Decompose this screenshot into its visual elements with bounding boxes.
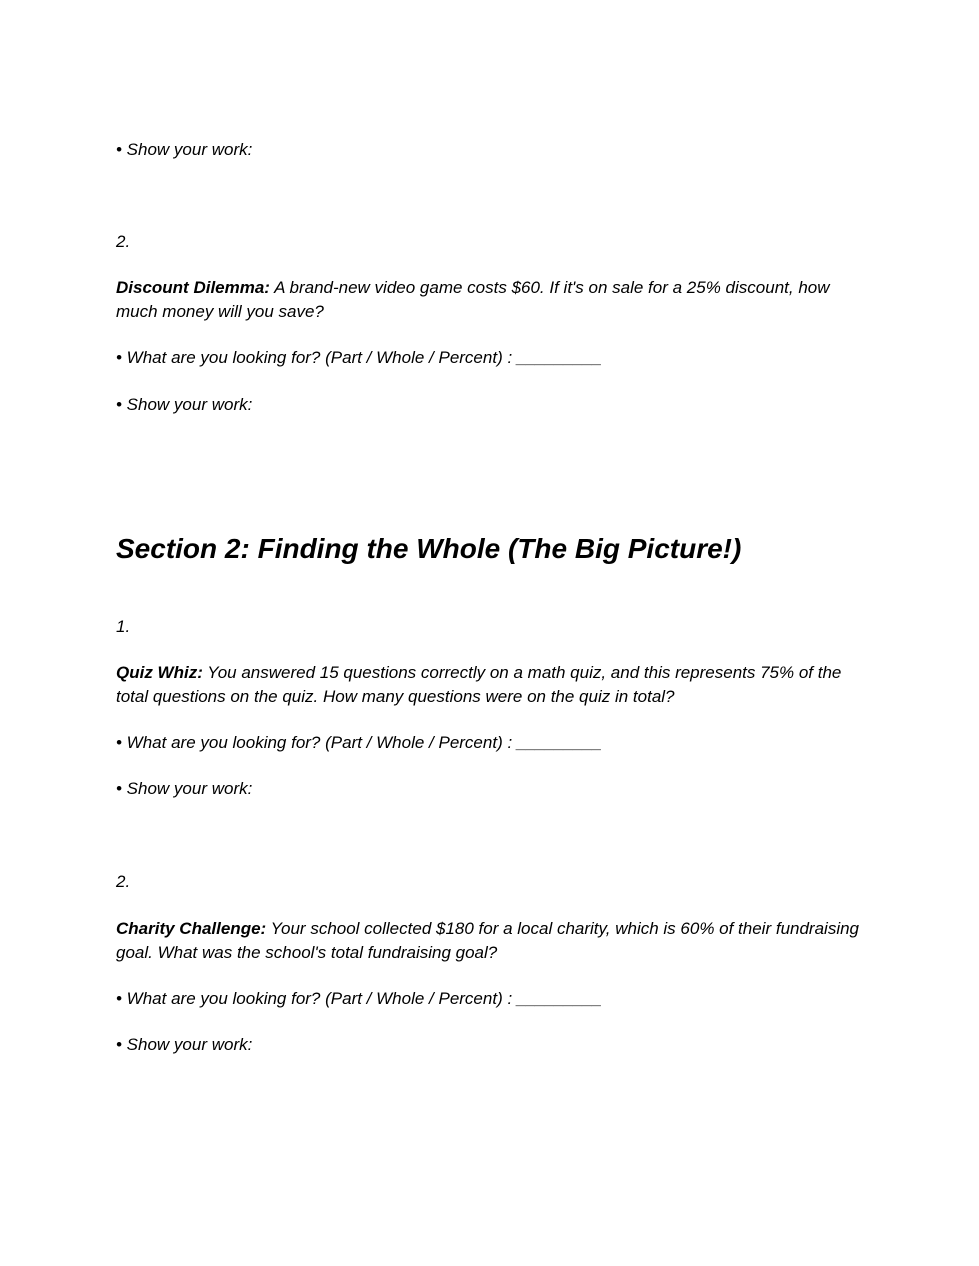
show-work-prompt: • Show your work: [116, 140, 253, 159]
show-work-prompt: • Show your work: [116, 1035, 253, 1054]
question-text [116, 276, 866, 323]
question-number: 1. [116, 617, 131, 636]
section-heading: Section 2: Finding the Whole (The Big Picture!) [116, 533, 742, 564]
looking-for-prompt: • What are you looking for? (Part / Whole / Percent) : _________ [116, 989, 602, 1008]
question-body: A brand-new video game costs $60. If it's on sale for a 25% discount, how much money will you save? [116, 278, 830, 321]
looking-for-prompt: • What are you looking for? (Part / Whole / Percent) : _________ [116, 348, 602, 367]
question-title: Charity Challenge: [116, 919, 267, 938]
question-text [116, 661, 866, 708]
question-body: Your school collected $180 for a local charity, which is 60% of their fundraising goal. What was the school's total fundraising goal? [116, 919, 860, 962]
show-work-prompt: • Show your work: [116, 395, 253, 414]
question-title: Discount Dilemma: [116, 278, 270, 297]
question-body: You answered 15 questions correctly on a math quiz, and this represents 75% of the total questions on the quiz. How many questions were on the quiz in total? [116, 663, 842, 706]
show-work-prompt: • Show your work: [116, 779, 253, 798]
question-text [116, 917, 866, 964]
question-title: Quiz Whiz: [116, 663, 203, 682]
looking-for-prompt: • What are you looking for? (Part / Whole / Percent) : _________ [116, 733, 602, 752]
question-number: 2. [116, 232, 131, 251]
question-number: 2. [116, 872, 131, 891]
